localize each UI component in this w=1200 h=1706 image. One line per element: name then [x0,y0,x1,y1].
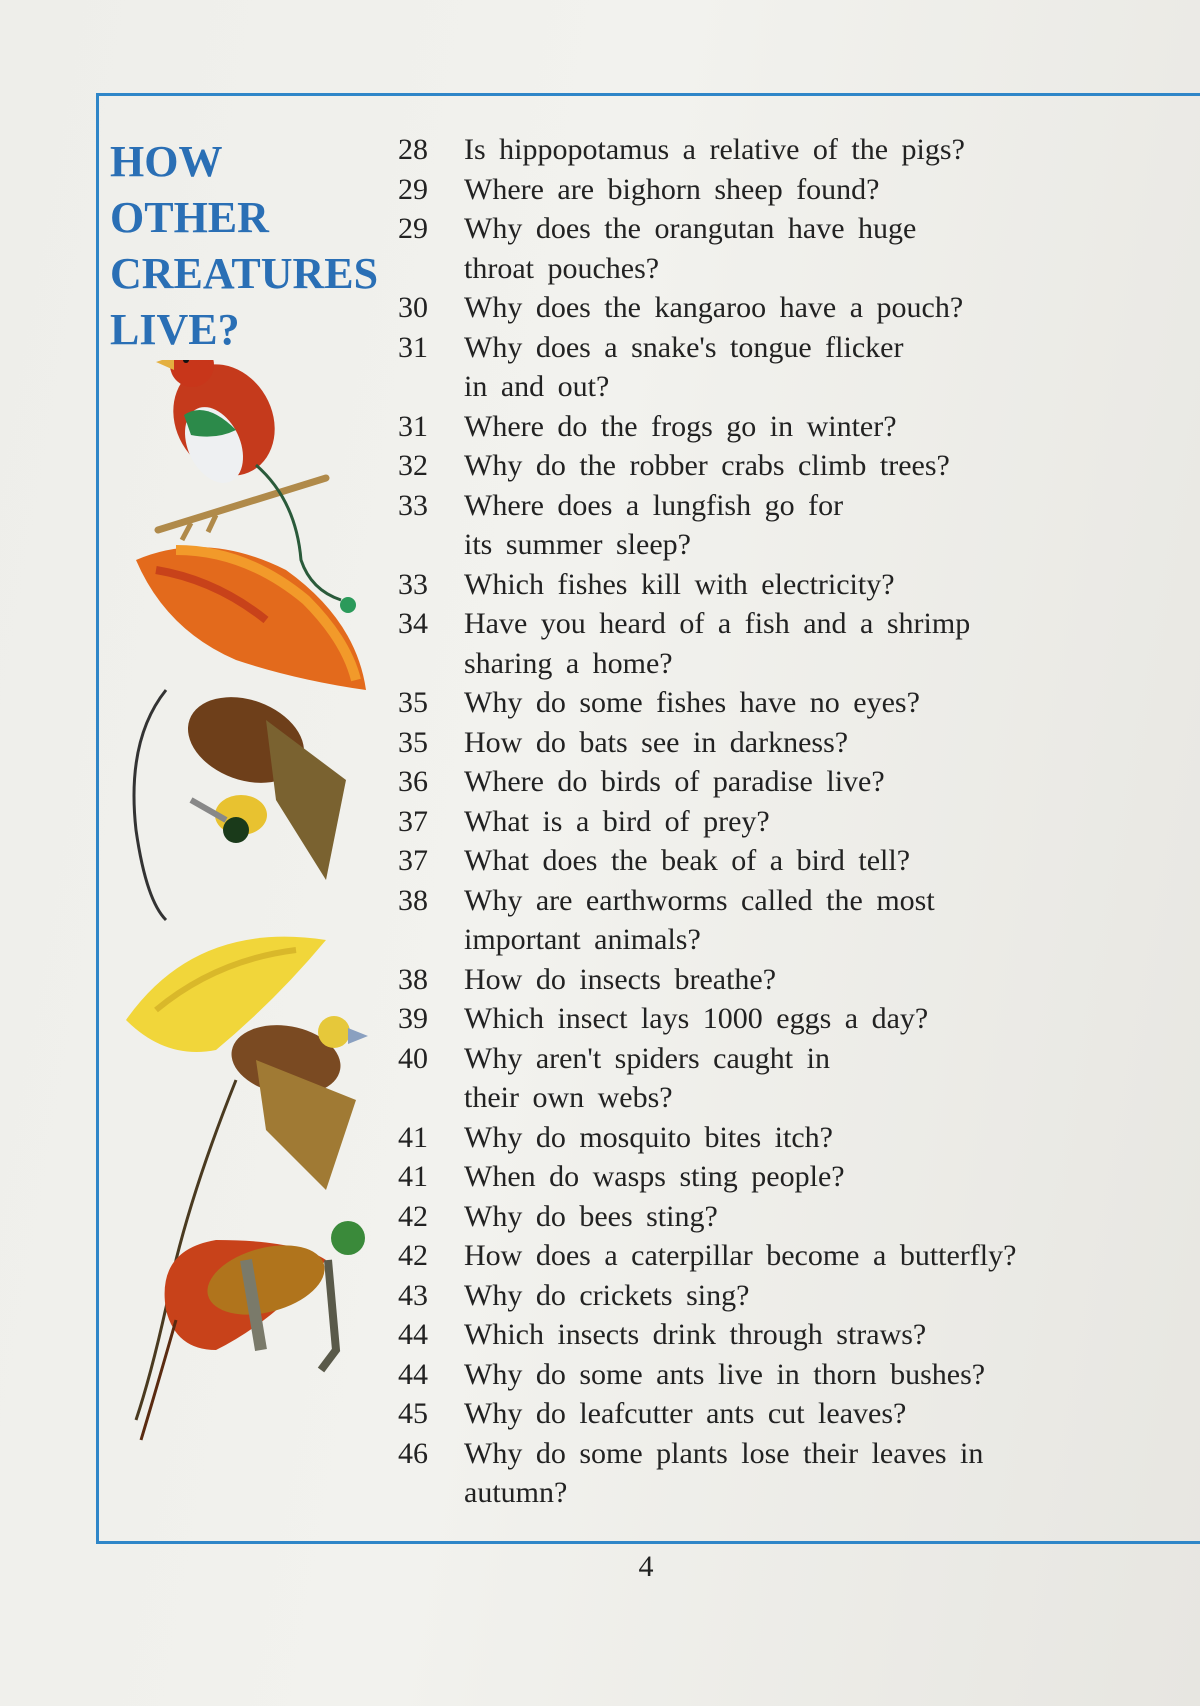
toc-page-number: 37 [398,804,428,838]
toc-entry [398,881,1188,921]
toc-page-number [398,920,464,960]
toc-entry [398,1434,1188,1474]
toc-question: Why do crickets sing? [464,1278,750,1312]
page-number: 4 [638,1550,654,1583]
toc-entry-continuation [398,367,1188,407]
toc-question: in and out? [464,370,610,403]
toc-page-number: 44 [398,1357,428,1391]
toc-question: its summer sleep? [464,528,691,561]
toc-entry [398,1157,1188,1197]
toc-page-number [398,1473,464,1513]
toc-page-number: 38 [398,962,428,996]
toc-entry [398,486,1188,526]
toc-page-number: 30 [398,291,428,324]
toc-question: Why do some fishes have no eyes? [464,686,920,719]
toc-entry [398,130,1188,170]
toc-entry [398,1276,1188,1316]
toc-entry-continuation [398,249,1188,289]
toc-entry [398,802,1188,842]
toc-entry-continuation [398,920,1188,960]
toc-question: Where does a lungfish go for [464,488,844,522]
toc-question: When do wasps sting people? [464,1160,845,1193]
toc-question: autumn? [464,1476,568,1509]
toc-page-number: 41 [398,1160,428,1193]
toc-question: Why do some ants live in thorn bushes? [464,1357,986,1391]
toc-entry [398,1355,1188,1395]
toc-page-number: 46 [398,1436,428,1470]
toc-entry [398,683,1188,723]
red-plumed-bird-of-paradise [134,547,366,920]
toc-entry-continuation [398,525,1188,565]
toc-question: What is a bird of prey? [464,804,770,838]
toc-question: What does the beak of a bird tell? [464,844,911,877]
toc-page-number: 37 [398,844,428,877]
toc-page-number: 38 [398,883,428,917]
toc-page-number: 43 [398,1278,428,1312]
toc-page-number [398,249,464,289]
toc-question: Why aren't spiders caught in [464,1041,830,1075]
toc-entry-continuation [398,1473,1188,1513]
toc-page-number: 41 [398,1120,428,1154]
toc-question: How does a caterpillar become a butterfly? [464,1239,1017,1272]
toc-entry [398,1118,1188,1158]
toc-entry-continuation [398,644,1188,684]
toc-entry [398,1039,1188,1079]
toc-entry-continuation [398,1078,1188,1118]
toc-entry [398,446,1188,486]
toc-page-number: 35 [398,686,428,719]
toc-entry [398,604,1188,644]
toc-entry [398,960,1188,1000]
toc-entry [398,1394,1188,1434]
toc-question: Where do birds of paradise live? [464,765,885,798]
red-tailed-bird-of-paradise [141,1221,365,1440]
toc-entry [398,1197,1188,1237]
toc-question: Why do bees sting? [464,1199,718,1233]
toc-page-number: 45 [398,1397,428,1430]
toc-page-number: 36 [398,765,428,798]
section-title-line: LIVE? [110,305,240,354]
toc-page-number: 40 [398,1041,428,1075]
toc-entry [398,1315,1188,1355]
toc-question: Is hippopotamus a relative of the pigs? [464,133,965,166]
toc-entry [398,407,1188,447]
toc-question: Why do the robber crabs climb trees? [464,449,950,482]
toc-entry [398,841,1188,881]
toc-question: Why does the orangutan have huge [464,212,917,245]
toc-question: important animals? [464,923,701,956]
toc-page-number: 44 [398,1318,428,1351]
toc-question: Have you heard of a fish and a shrimp [464,607,971,640]
section-title [110,134,410,358]
toc-question: Why do some plants lose their leaves in [464,1436,984,1470]
toc-question: How do insects breathe? [464,962,777,996]
toc-question: throat pouches? [464,251,660,285]
toc-question: Which fishes kill with electricity? [464,567,895,601]
section-title-line: OTHER [110,193,269,242]
section-title-line: HOW [110,137,223,186]
toc-question: Why does the kangaroo have a pouch? [464,291,964,324]
toc-page-number: 34 [398,607,428,640]
toc-question: Why does a snake's tongue flicker [464,330,904,364]
toc-page-number: 28 [398,133,428,166]
toc-entry [398,170,1188,210]
toc-page-number: 31 [398,409,428,443]
toc-page-number [398,1078,464,1118]
section-title-line: CREATURES [110,249,379,298]
toc-entry [398,762,1188,802]
toc-page-number: 42 [398,1199,428,1233]
toc-question: Which insects drink through straws? [464,1318,927,1351]
toc-page-number: 35 [398,725,428,759]
toc-question: sharing a home? [464,646,673,680]
toc-question: How do bats see in darkness? [464,725,849,759]
toc-question: Why do mosquito bites itch? [464,1120,833,1154]
toc-page-number [398,367,464,407]
toc-page-number: 32 [398,449,428,482]
toc-entry [398,723,1188,763]
toc-page-number: 33 [398,567,428,601]
toc-entry [398,999,1188,1039]
toc-entry [398,288,1188,328]
toc-entry [398,1236,1188,1276]
table-of-contents [398,130,1188,1513]
toc-page-number: 31 [398,330,428,364]
toc-page-number: 33 [398,488,428,522]
toc-page-number [398,644,464,684]
birds-of-paradise-illustration [96,360,426,1540]
toc-question: Which insect lays 1000 eggs a day? [464,1002,929,1035]
toc-page-number: 39 [398,1002,428,1035]
toc-page-number [398,525,464,565]
toc-page-number: 42 [398,1239,428,1272]
toc-entry [398,328,1188,368]
toc-page-number: 29 [398,212,428,245]
toc-entry [398,209,1188,249]
toc-page-number: 29 [398,172,428,206]
toc-entry [398,565,1188,605]
toc-question: Why do leafcutter ants cut leaves? [464,1397,907,1430]
toc-question: Where are bighorn sheep found? [464,172,880,206]
toc-question: their own webs? [464,1081,673,1114]
toc-question: Where do the frogs go in winter? [464,409,897,443]
yellow-plumed-bird-of-paradise [126,937,368,1420]
toc-question: Why are earthworms called the most [464,883,935,917]
